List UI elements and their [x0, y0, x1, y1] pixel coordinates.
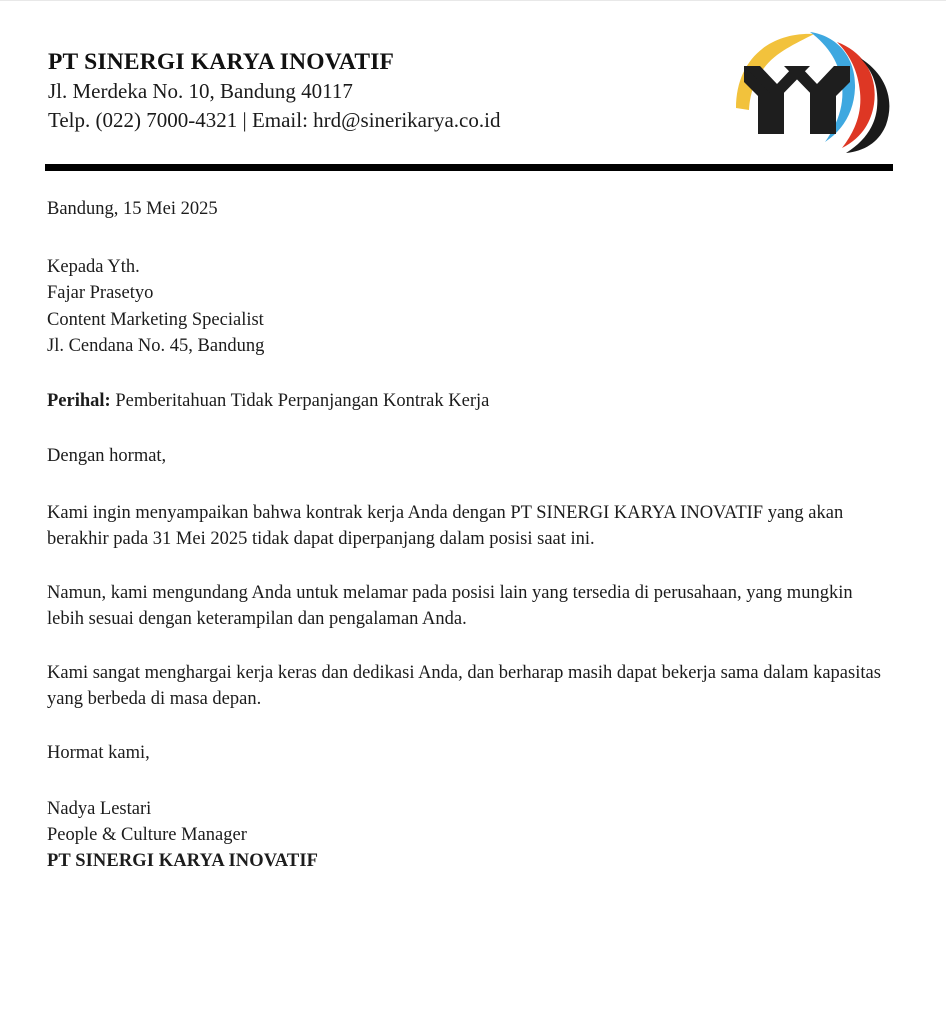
company-logo	[722, 22, 902, 157]
letter-body	[47, 196, 892, 766]
subject-line	[47, 388, 892, 415]
company-logo-icon	[722, 22, 902, 157]
body-paragraph-2: Namun, kami mengundang Anda untuk melamar pada posisi lain yang tersedia di perusahaan, yang mungkin lebih sesuai dengan keterampilan dan pengalaman Anda.	[47, 582, 853, 629]
subject-label: Perihal:	[47, 390, 111, 411]
signature-block	[47, 796, 547, 874]
recipient-position: Content Marketing Specialist	[47, 309, 264, 330]
body-paragraph-1: Kami ingin menyampaikan bahwa kontrak kerja Anda dengan PT SINERGI KARYA INOVATIF yang akan berakhir pada 31 Mei 2025 tidak dapat diperpanjang dalam posisi saat ini.	[47, 502, 844, 549]
recipient-name: Fajar Prasetyo	[47, 283, 154, 303]
body-paragraph-3: Kami sangat menghargai kerja keras dan dedikasi Anda, dan berharap masih dapat bekerja sama dalam kapasitas yang berbeda di masa depan.	[47, 662, 881, 709]
date-line: Bandung, 15 Mei 2025	[47, 199, 218, 219]
signer-name: Nadya Lestari	[47, 799, 152, 819]
recipient-salutation-line: Kepada Yth.	[47, 256, 140, 277]
subject-text: Pemberitahuan Tidak Perpanjangan Kontrak Kerja	[110, 390, 490, 411]
salutation: Dengan hormat,	[47, 446, 167, 466]
page-top-hairline	[0, 0, 946, 1]
recipient-block	[47, 254, 892, 360]
signer-company: PT SINERGI KARYA INOVATIF	[47, 851, 319, 871]
closing-line: Hormat kami,	[47, 742, 150, 763]
company-name: PT SINERGI KARYA INOVATIF	[48, 49, 395, 75]
header-divider-rule	[45, 164, 893, 171]
signer-title: People & Culture Manager	[47, 825, 247, 845]
logo-monogram-m	[744, 66, 850, 134]
company-address: Jl. Merdeka No. 10, Bandung 40117	[48, 79, 353, 103]
company-contact: Telp. (022) 7000-4321 | Email: hrd@sinerikarya.co.id	[48, 108, 501, 132]
recipient-address: Jl. Cendana No. 45, Bandung	[47, 336, 265, 356]
